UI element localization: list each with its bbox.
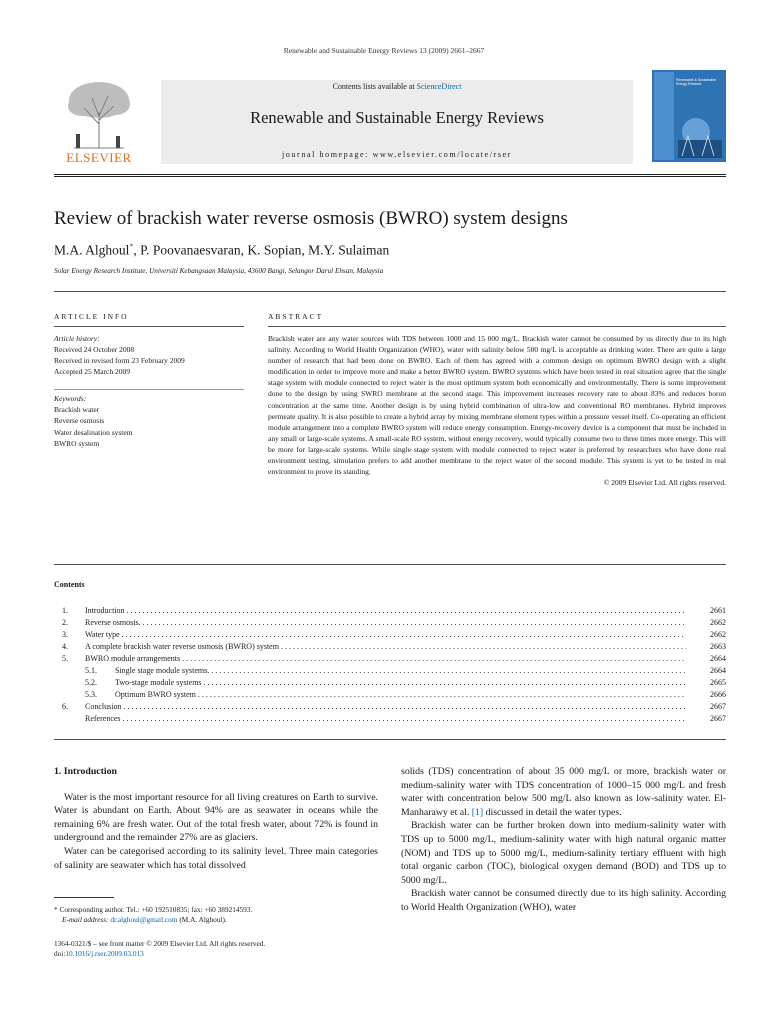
toc-item[interactable]: [54, 713, 726, 725]
toc-page: 2662: [710, 618, 726, 627]
contents-bottom-rule: [54, 739, 726, 740]
contents-heading: Contents: [54, 580, 85, 589]
toc-number: 5.2.: [85, 678, 97, 687]
article-title: Review of brackish water reverse osmosis (BWRO) system designs: [54, 208, 568, 229]
article-info-heading: ARTICLE INFO: [54, 312, 129, 321]
history-received: Received 24 October 2008: [54, 345, 135, 354]
authors-rest: , P. Poovanaesvaran, K. Sopian, M.Y. Sulaiman: [133, 242, 390, 258]
toc-number: 2.: [62, 618, 68, 627]
toc-label: Reverse osmosis. . . .: [85, 617, 686, 629]
abstract-heading: ABSTRACT: [268, 312, 324, 321]
toc-number: 5.3.: [85, 690, 97, 699]
body-left-column: [54, 765, 378, 872]
toc-page: 2667: [710, 714, 726, 723]
email-label: E-mail address:: [62, 915, 111, 924]
toc-label: Two-stage module systems . . .: [115, 677, 686, 689]
keyword: Brackish water: [54, 405, 100, 415]
toc-number: 1.: [62, 606, 68, 615]
toc-number: 5.1.: [85, 666, 97, 675]
abstract-text: Brackish water are any water sources with TDS between 1000 and 15 000 mg/L. Brackish water cannot be consumed by us directly due to its high salinity. According to World Health Organization (WHO), water with salinity below 500 mg/L is acceptable as drinking water. There are quite a large number of research that had been done on BWRO. Each of them has agreed with a common design on optimum BWRO design with a slight modification in order to improve more and make a better BWRO system. BWRO systems which have been tested in real situation agree that the single stage system with module connected to reject water is the most optimum system both economically and environmentally. There is some improvement done to the design by using SWRO membrane at the second stage. This improvement increases recovery rate to about 83% and reduces boron concentration at the same time. Another design is by using hybrid combination of ultra-low and conventional RO membranes. Hybrid improves permeate quality. It is also possible to create a hybrid array by mixing membrane element types within a pressure vessel itself. Co-operating an efficient module arrangement into a complete BWRO system will reduce energy consumption. Energy-recovery device is a component that must be included in any small or large-scale systems. A small-scale RO system, without energy recovery, would typically consume two to three times more energy. This will be more for large-scale systems. While single stage system with module connected to reject water is preferred by researchers who have done real environment testing, simulation prefers to add another membrane to the reject water of the second module. This system is yet to be tested in real environment to prove its standing.: [268, 334, 726, 477]
keyword: Reverse osmosis: [54, 416, 105, 426]
toc-item[interactable]: [54, 701, 726, 713]
citation-link[interactable]: [1]: [471, 806, 484, 818]
email-line: [54, 915, 384, 925]
doi-label: doi:: [54, 949, 66, 958]
footnote: [54, 905, 384, 925]
journal-title: Renewable and Sustainable Energy Reviews: [250, 108, 544, 127]
toc-label: Conclusion . . .: [85, 701, 686, 713]
toc-page: 2663: [710, 642, 726, 651]
doi-line: [54, 949, 384, 959]
toc-page: 2662: [710, 630, 726, 639]
front-matter-info: [54, 939, 384, 959]
paragraph: Brackish water can be further broken down into medium-salinity water with TDS up to 5000 mg/L, medium-salinity water with high natural organic matter (NOM) and TDS up to 5000 mg/L, medium-salinity tertiary effluent with high total organic carbon (TOC), biological oxygen demand (BOD) and TDS up to 5000 mg/L.: [401, 820, 726, 886]
cover-title: Renewable & Sustainable Energy Reviews: [676, 78, 717, 86]
toc-page: 2667: [710, 702, 726, 711]
author-list: [54, 242, 389, 259]
toc-item[interactable]: [54, 641, 726, 653]
toc-page: 2661: [710, 606, 726, 615]
toc-subitem[interactable]: [54, 665, 726, 677]
email-suffix: (M.A. Alghoul).: [177, 915, 227, 924]
keywords-rule: [54, 389, 244, 390]
history-revised: Received in revised form 23 February 2009: [54, 356, 185, 365]
toc-number: 3.: [62, 630, 68, 639]
contents-availability: [161, 80, 633, 91]
paragraph: Water is the most important resource for all living creatures on Earth to survive. Water is abundant on Earth. About 94% are as seawater in oceans while the remaining 6% are fresh water. Out of the total fresh water, about 72% is found in underground and the remainder 27% are as glaciers.: [54, 791, 378, 844]
toc-item[interactable]: [54, 653, 726, 665]
toc-page: 2666: [710, 690, 726, 699]
toc-label: A complete brackish water reverse osmosis (BWRO) system . . .: [85, 641, 686, 653]
paragraph-text: discussed in detail the water types.: [483, 806, 622, 818]
article-info-rule: [54, 326, 244, 327]
toc-subitem[interactable]: [54, 689, 726, 701]
table-of-contents: [54, 605, 726, 725]
paragraph-text: solids (TDS) concentration of about 35 000 mg/L or more, brackish water or medium-salinity water with TDS concentration of 1000–15 000 mg/L and fresh water with concentration below 500 mg/L also known as low-salinity water. El-Manharawy et al.: [401, 766, 726, 818]
article-history: [54, 333, 254, 377]
keyword: Water desalination system: [54, 427, 133, 437]
journal-reference: Renewable and Sustainable Energy Reviews 13 (2009) 2661–2667: [283, 46, 485, 55]
toc-page: 2664: [710, 666, 726, 675]
toc-number: 6.: [62, 702, 68, 711]
header-rule: [54, 174, 726, 175]
keywords: [54, 393, 254, 449]
toc-item[interactable]: [54, 605, 726, 617]
journal-homepage[interactable]: journal homepage: www.elsevier.com/locate/rser: [282, 150, 512, 159]
contents-top-rule: [54, 564, 726, 565]
toc-subitem[interactable]: [54, 677, 726, 689]
doi-link[interactable]: 10.1016/j.rser.2009.03.013: [65, 949, 144, 958]
title-rule: [54, 291, 726, 292]
history-accepted: Accepted 25 March 2009: [54, 367, 131, 376]
paragraph: [401, 765, 726, 819]
keyword: BWRO system: [54, 438, 100, 448]
toc-page: 2664: [710, 654, 726, 663]
toc-label: References . . .: [85, 713, 686, 725]
toc-label: Introduction . . .: [85, 605, 686, 617]
affiliation: Solar Energy Research Institute, Universiti Kebangsaan Malaysia, 43600 Bangi, Selangor Darul Ehsan, Malaysia: [54, 267, 384, 275]
paragraph: Water can be categorised according to its salinity level. Three main categories of salinity are seawater which has total dissolved: [54, 845, 378, 871]
tree-icon: [54, 78, 144, 150]
toc-number: 5.: [62, 654, 68, 663]
toc-item[interactable]: [54, 629, 726, 641]
corresponding-author-mark[interactable]: *: [129, 242, 134, 251]
toc-label: Single stage module systems. . . .: [115, 665, 686, 677]
header-rule-thin: [54, 176, 726, 177]
body-right-column: [401, 765, 726, 915]
history-label: Article history:: [54, 334, 100, 343]
elsevier-wordmark: ELSEVIER: [66, 150, 132, 165]
sciencedirect-link[interactable]: ScienceDirect: [416, 82, 462, 91]
toc-number: 4.: [62, 642, 68, 651]
paragraph: Brackish water cannot be consumed directly due to its high salinity. According to World Health Organization (WHO), water: [401, 888, 726, 913]
issn-line: 1364-0321/$ – see front matter © 2009 Elsevier Ltd. All rights reserved.: [54, 939, 266, 948]
toc-label: Optimum BWRO system . . .: [115, 689, 686, 701]
keywords-label: Keywords:: [54, 394, 87, 403]
corresponding-author-note: * Corresponding author. Tel.: +60 192510835; fax: +60 389214593.: [54, 905, 253, 914]
abstract-body: [268, 333, 726, 488]
contents-prefix: Contents lists available at: [332, 82, 417, 91]
abstract-rule: [268, 326, 726, 327]
author-first: M.A. Alghoul: [54, 242, 130, 258]
abstract-copyright: © 2009 Elsevier Ltd. All rights reserved.: [603, 478, 726, 488]
toc-label: BWRO module arrangements . . .: [85, 653, 686, 665]
footnote-rule: [54, 897, 114, 898]
toc-label: Water type . . .: [85, 629, 686, 641]
introduction-heading: 1. Introduction: [54, 766, 117, 777]
email-link[interactable]: dr.alghoul@gmail.com: [110, 915, 178, 924]
toc-item[interactable]: [54, 617, 726, 629]
toc-page: 2665: [710, 678, 726, 687]
